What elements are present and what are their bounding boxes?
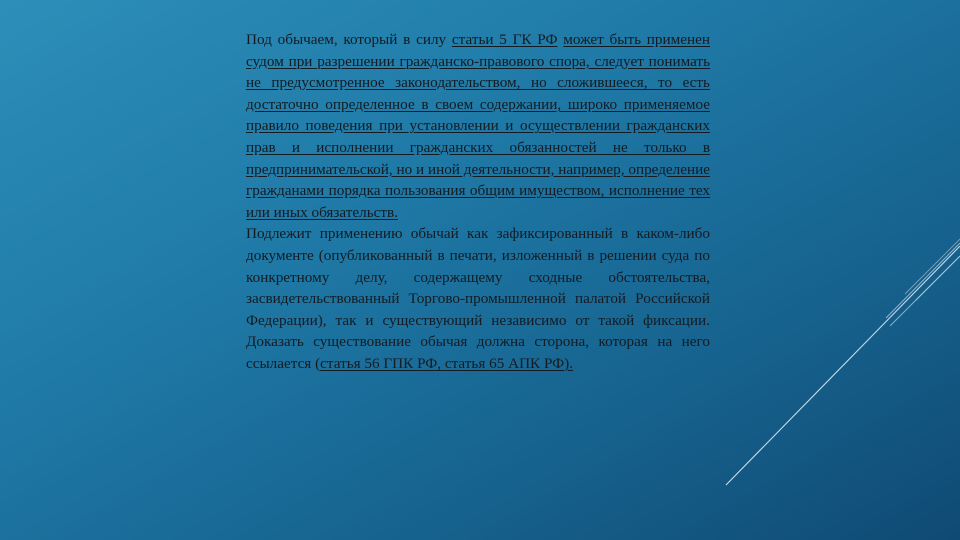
paragraph-2-text-end: ). [564, 354, 574, 372]
deco-line-4 [905, 239, 960, 294]
paragraph-1-text-a: Под обычаем, который в силу [246, 31, 452, 48]
deco-line-2 [886, 243, 960, 318]
deco-line-1 [726, 246, 960, 485]
link-article-65-apk[interactable]: статья 65 АПК РФ [444, 354, 565, 372]
deco-line-5 [916, 256, 960, 300]
deco-line-3 [890, 256, 960, 326]
link-article-5-gk[interactable]: статьи 5 ГК РФ [451, 31, 558, 48]
link-separator: , [437, 354, 445, 372]
paragraph-2-text: Подлежит применению обычай как зафиксированный в каком-либо документе (опубликованный в печати, изложенный в решении суда по конкретному делу, содержащему сходные обстоятельства, засвидетельствованный Торгово-промышленной палатой Российской Федерации), так и существующий независимо от такой фиксации. Доказать существование обычая должна сторона, которая на него ссылается ( [246, 225, 710, 372]
paragraph-1-underlined-text: может быть применен судом при разрешении гражданско-правового спора, следует понимать не предусмотренное законодательством, но сложившееся, то есть достаточно определенное в своем содержании, широко применяемое правило поведения при установлении и осуществлении гражданских прав и исполнении гражданских обязанностей не только в предпринимательской, но и иной деятельности, например, определение гражданами порядка пользования общим имуществом, исполнение тех или иных обязательств. [246, 31, 710, 221]
link-article-56-gpk[interactable]: статья 56 ГПК РФ [320, 354, 438, 372]
slide-body-text [246, 29, 710, 375]
